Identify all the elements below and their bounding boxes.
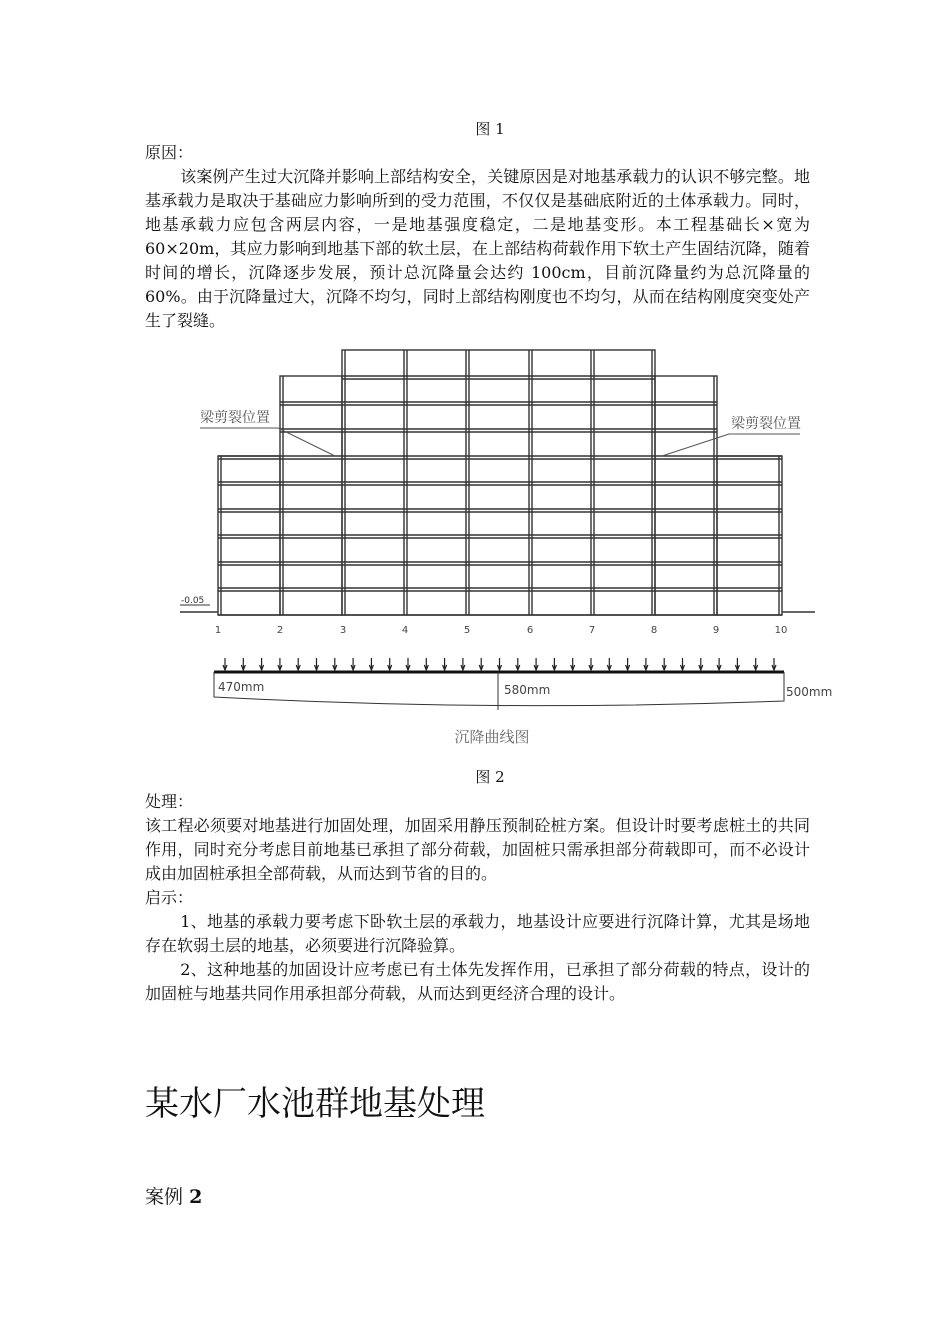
building-elevation-drawing xyxy=(170,340,840,760)
axis-number: 2 xyxy=(276,625,284,636)
section-title: 某水厂水池群地基处理 xyxy=(145,1084,485,1124)
cause-paragraph: 该案例产生过大沉降并影响上部结构安全，关键原因是对地基承载力的认识不够完整。地基承载力是取决于基础应力影响所到的受力范围，不仅仅是基础底附近的土体承载力。同时，地基承载力应包含两层内容，一是地基强度稳定，二是地基变形。本工程基础长×宽为 60×20m，其应力影响到地基下部的软土层，在上部结构荷载作用下软土产生固结沉降，随着时间的增长，沉降逐步发展，预计总沉降量会达约 100cm，目前沉降量约为总沉降量的 60%。由于沉降量过大，沉降不均匀，同时上部结构刚度也不均匀，从而在结构刚度突变处产生了裂缝。 xyxy=(145,167,810,330)
case-heading xyxy=(145,1183,202,1211)
axis-number: 7 xyxy=(588,625,596,636)
axis-number: 9 xyxy=(712,625,720,636)
axis-number: 10 xyxy=(774,625,788,636)
axis-number: 6 xyxy=(526,625,534,636)
settlement-value: 580mm xyxy=(504,683,551,697)
load-arrows xyxy=(223,658,776,670)
treatment-label: 处理： xyxy=(145,792,194,811)
cause-label: 原因： xyxy=(145,143,194,162)
figure-1-caption: 图 1 xyxy=(475,120,505,138)
crack-label-right-group xyxy=(662,415,801,456)
settlement-curve xyxy=(214,672,832,710)
settlement-value: 500mm xyxy=(786,685,833,699)
ground-level-marker xyxy=(180,596,210,606)
axis-number: 4 xyxy=(401,625,409,636)
crack-label-right: 梁剪裂位置 xyxy=(731,416,801,432)
lesson-item-1: 1、地基的承载力要考虑下卧软土层的承载力，地基设计应要进行沉降计算，尤其是场地存在软弱土层的地基，必须要进行沉降验算。 xyxy=(145,912,810,955)
figure-2-caption: 图 2 xyxy=(475,768,505,786)
axis-number: 1 xyxy=(214,625,222,636)
axis-numbers xyxy=(215,625,788,636)
case-label: 案例 xyxy=(145,1186,184,1208)
crack-label-left: 梁剪裂位置 xyxy=(200,410,270,426)
lesson-label: 启示： xyxy=(145,888,194,907)
lesson-item-2: 2、这种地基的加固设计应考虑已有土体先发挥作用，已承担了部分荷载的特点，设计的加固桩与地基共同作用承担部分荷载，从而达到更经济合理的设计。 xyxy=(145,960,810,1003)
case-number: 2 xyxy=(189,1186,203,1208)
axis-number: 3 xyxy=(339,625,347,636)
axis-number: 5 xyxy=(463,625,471,636)
ground-level-label: -0.05 xyxy=(181,596,205,606)
axis-number: 8 xyxy=(650,625,658,636)
settlement-value: 470mm xyxy=(218,680,265,694)
treatment-paragraph: 该工程必须要对地基进行加固处理，加固采用静压预制砼桩方案。但设计时要考虑桩土的共同作用，同时充分考虑目前地基已承担了部分荷载，加固桩只需承担部分荷载即可，而不必设计成由加固桩承担全部荷载，从而达到节省的目的。 xyxy=(145,816,810,883)
settlement-curve-title: 沉降曲线图 xyxy=(454,728,530,746)
frame-lines xyxy=(180,350,815,615)
